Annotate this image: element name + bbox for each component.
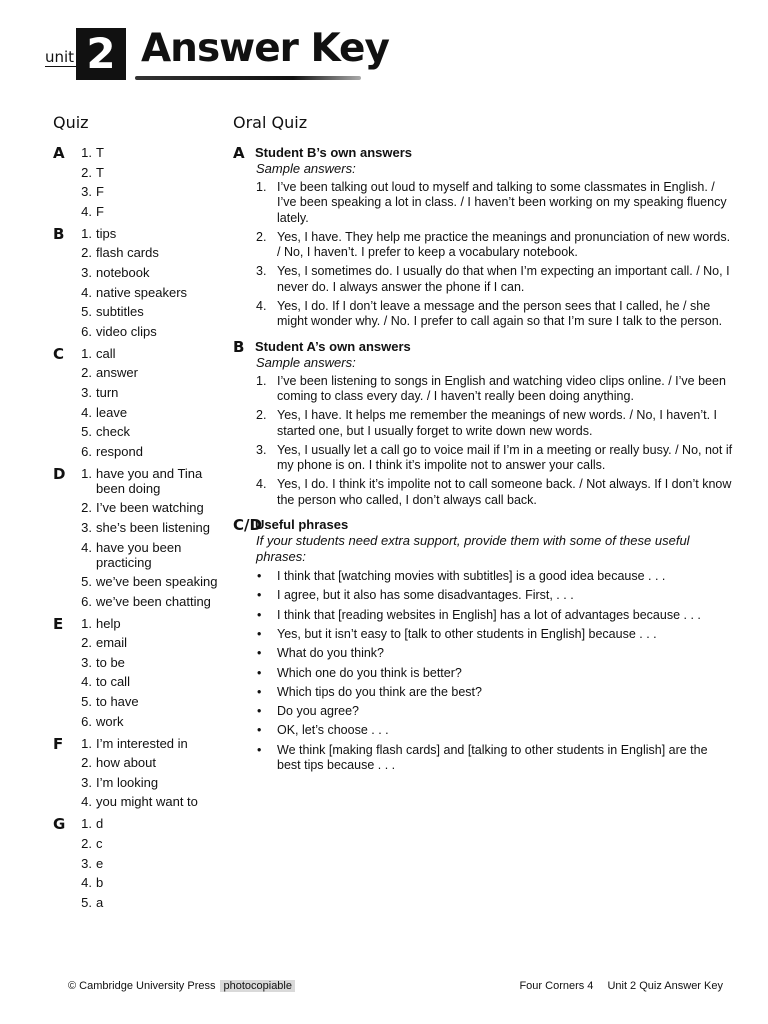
item-number: 5. bbox=[81, 694, 92, 710]
answer-item bbox=[73, 574, 223, 589]
answer-list bbox=[53, 466, 223, 609]
phrase-text: I think that [watching movies with subtitles] is a good idea because . . . bbox=[277, 569, 666, 584]
answer-list bbox=[53, 226, 223, 339]
footer-right bbox=[519, 980, 723, 992]
answer-item bbox=[73, 594, 223, 609]
answer-item bbox=[73, 655, 223, 670]
item-number: 1. bbox=[81, 735, 92, 751]
answer-item bbox=[73, 444, 223, 459]
answer-item bbox=[73, 324, 223, 339]
answer-item bbox=[73, 265, 223, 280]
quiz-section bbox=[53, 616, 223, 729]
section-subheading: Sample answers: bbox=[256, 354, 356, 370]
answer-text: to call bbox=[96, 674, 130, 690]
phrase-text: Yes, but it isn’t easy to [talk to other students in English] because . . . bbox=[277, 626, 657, 641]
section-letter: G bbox=[53, 815, 66, 834]
item-number: 3. bbox=[256, 442, 267, 457]
oral-quiz-sections bbox=[233, 145, 733, 773]
sample-answer bbox=[256, 477, 733, 508]
answer-list bbox=[53, 145, 223, 219]
quiz-column bbox=[53, 113, 223, 917]
section-letter: F bbox=[53, 734, 64, 753]
answer-item bbox=[73, 405, 223, 420]
answer-text: work bbox=[96, 713, 124, 729]
phrase-item bbox=[256, 685, 733, 700]
answer-text: c bbox=[96, 836, 103, 852]
answer-text: Yes, I sometimes do. I usually do that when I’m expecting an important call. / No, I never do. I always answer the phone if I can. bbox=[277, 264, 730, 294]
item-number: 1. bbox=[256, 373, 267, 388]
phrase-text: Which tips do you think are the best? bbox=[277, 684, 482, 699]
item-number: 3. bbox=[81, 855, 92, 871]
answer-item bbox=[73, 500, 223, 515]
answer-item bbox=[73, 694, 223, 709]
answer-text: check bbox=[96, 424, 130, 440]
answer-list bbox=[53, 616, 223, 729]
answer-text: I’m interested in bbox=[96, 735, 188, 751]
section-letter: B bbox=[233, 337, 245, 356]
answer-item bbox=[73, 635, 223, 650]
answer-text: email bbox=[96, 635, 128, 651]
section-heading: Student A’s own answers bbox=[255, 338, 411, 354]
item-number: 2. bbox=[81, 836, 92, 852]
answer-text: leave bbox=[96, 404, 128, 420]
answer-text: answer bbox=[96, 365, 138, 381]
item-number: 2. bbox=[81, 635, 92, 651]
item-number: 6. bbox=[81, 593, 92, 609]
phrase-text: OK, let’s choose . . . bbox=[277, 723, 389, 738]
item-number: 4. bbox=[81, 539, 92, 555]
answer-list bbox=[53, 346, 223, 459]
section-letter: A bbox=[53, 144, 65, 162]
bullet-icon: • bbox=[257, 626, 262, 641]
section-letter: C bbox=[53, 344, 65, 363]
item-number: 1. bbox=[81, 465, 92, 481]
answer-text: Yes, I have. They help me practice the meanings and pronunciation of new words. / No, I haven’t. I prefer to keep a vocabulary notebook. bbox=[277, 229, 731, 260]
answer-item bbox=[73, 674, 223, 689]
item-number: 5. bbox=[81, 894, 92, 910]
answer-item bbox=[73, 424, 223, 439]
section-subheading: If your students need extra support, provide them with some of these useful phrases: bbox=[256, 533, 690, 565]
section-letter: E bbox=[53, 614, 64, 633]
sample-answer bbox=[256, 180, 733, 226]
oral-section bbox=[233, 145, 733, 330]
answer-item bbox=[73, 346, 223, 361]
item-number: 6. bbox=[81, 323, 92, 339]
item-number: 3. bbox=[81, 774, 92, 790]
phrase-item bbox=[256, 723, 733, 738]
item-number: 3. bbox=[81, 184, 92, 200]
answer-text: have you and Tina been doing bbox=[96, 465, 203, 496]
answer-text: F bbox=[96, 203, 104, 219]
answer-text: flash cards bbox=[96, 245, 159, 261]
sample-answer bbox=[256, 408, 733, 439]
phrase-list bbox=[233, 569, 733, 773]
answer-item bbox=[73, 520, 223, 535]
bullet-icon: • bbox=[257, 723, 262, 738]
answer-list bbox=[53, 816, 223, 909]
answer-text: a bbox=[96, 894, 104, 910]
bullet-icon: • bbox=[257, 646, 262, 661]
answer-text: tips bbox=[96, 225, 117, 241]
phrase-item bbox=[256, 627, 733, 642]
answer-item bbox=[73, 895, 223, 910]
quiz-section bbox=[53, 736, 223, 810]
phrase-text: Which one do you think is better? bbox=[277, 665, 462, 680]
item-number: 2. bbox=[256, 408, 267, 423]
answer-text: Yes, I usually let a call go to voice mail if I’m in a meeting or really busy. / No, not if my phone is on. I think it’s impolite not to answer your calls. bbox=[277, 442, 733, 473]
answer-text: help bbox=[96, 615, 121, 631]
phrase-text: What do you think? bbox=[277, 646, 385, 661]
answer-text: Yes, I have. It helps me remember the meanings of new words. / No, I haven’t. I started one, but I usually forget to write down new words. bbox=[277, 408, 718, 438]
quiz-section bbox=[53, 466, 223, 609]
answer-item bbox=[73, 184, 223, 199]
oral-section bbox=[233, 517, 733, 773]
item-number: 4. bbox=[256, 299, 267, 314]
item-number: 1. bbox=[256, 180, 267, 194]
item-number: 4. bbox=[81, 674, 92, 690]
unit-number: 2 bbox=[76, 28, 126, 80]
item-number: 2. bbox=[81, 164, 92, 180]
answer-text: Yes, I do. If I don’t leave a message and the person sees that I called, he / she might wonder why. / No. I prefer to call again so that I’m sure I talk to the person. bbox=[277, 299, 723, 329]
answer-text: d bbox=[96, 816, 104, 832]
item-number: 2. bbox=[256, 229, 267, 244]
answer-text: I’ve been talking out loud to myself and talking to some classmates in English. / I’ve been speaking a lot in class. / I haven’t been working on my speaking fluency lately. bbox=[277, 180, 727, 225]
quiz-section bbox=[53, 226, 223, 339]
answer-text: turn bbox=[96, 384, 119, 400]
answer-list bbox=[53, 736, 223, 810]
answer-item bbox=[73, 540, 223, 570]
answer-text: she’s been listening bbox=[96, 519, 210, 535]
answer-item bbox=[73, 616, 223, 631]
oral-quiz-column bbox=[233, 113, 733, 782]
phrase-text: We think [making flash cards] and [talking to other students in English] are the best tips because . . . bbox=[277, 742, 708, 773]
footer-copyright-block bbox=[68, 980, 295, 992]
item-number: 5. bbox=[81, 424, 92, 440]
item-number: 1. bbox=[81, 145, 92, 160]
section-letter: C/D bbox=[233, 516, 262, 535]
item-number: 2. bbox=[81, 245, 92, 261]
answer-text: F bbox=[96, 184, 104, 200]
answer-item bbox=[73, 245, 223, 260]
footer-copyright: © Cambridge University Press bbox=[68, 980, 216, 992]
answer-text: Yes, I do. I think it’s impolite not to call someone back. / Not always. If I don’t know the person who called, I don’t always call back. bbox=[277, 477, 732, 507]
answer-text: e bbox=[96, 855, 104, 871]
item-number: 3. bbox=[81, 519, 92, 535]
sample-answer-list bbox=[233, 180, 733, 330]
answer-text: I’ve been watching bbox=[96, 500, 204, 516]
answer-text: how about bbox=[96, 755, 156, 771]
answer-item bbox=[73, 285, 223, 300]
answer-item bbox=[73, 875, 223, 890]
answer-item bbox=[73, 794, 223, 809]
section-subheading: Sample answers: bbox=[256, 161, 356, 176]
quiz-title: Quiz bbox=[53, 113, 89, 132]
answer-item bbox=[73, 365, 223, 380]
answer-text: notebook bbox=[96, 264, 150, 280]
item-number: 2. bbox=[81, 755, 92, 771]
section-letter: A bbox=[233, 144, 245, 162]
section-letter: B bbox=[53, 224, 65, 243]
answer-item bbox=[73, 736, 223, 751]
photocopiable-badge: photocopiable bbox=[220, 980, 295, 992]
bullet-icon: • bbox=[257, 569, 262, 584]
item-number: 4. bbox=[81, 203, 92, 219]
answer-text: we’ve been speaking bbox=[96, 574, 218, 590]
item-number: 6. bbox=[81, 443, 92, 459]
sample-answer bbox=[256, 264, 733, 295]
answer-text: we’ve been chatting bbox=[96, 593, 211, 609]
phrase-item bbox=[256, 608, 733, 623]
phrase-text: Do you agree? bbox=[277, 704, 360, 719]
item-number: 2. bbox=[81, 365, 92, 381]
item-number: 2. bbox=[81, 500, 92, 516]
item-number: 4. bbox=[81, 284, 92, 300]
answer-text: video clips bbox=[96, 323, 157, 339]
phrase-text: I agree, but it also has some disadvantages. First, . . . bbox=[277, 588, 574, 603]
section-heading: Student B’s own answers bbox=[255, 145, 412, 160]
quiz-section bbox=[53, 346, 223, 459]
item-number: 1. bbox=[81, 615, 92, 631]
answer-item bbox=[73, 755, 223, 770]
section-heading: Useful phrases bbox=[255, 517, 349, 533]
bullet-icon: • bbox=[257, 742, 262, 757]
answer-text: respond bbox=[96, 443, 143, 459]
footer-doc-title: Unit 2 Quiz Answer Key bbox=[607, 980, 723, 992]
footer-series: Four Corners 4 bbox=[519, 980, 594, 992]
section-letter: D bbox=[53, 464, 66, 483]
unit-underline bbox=[45, 66, 79, 67]
phrase-item bbox=[256, 569, 733, 584]
answer-text: T bbox=[96, 164, 104, 180]
answer-item bbox=[73, 385, 223, 400]
answer-item bbox=[73, 145, 223, 160]
item-number: 4. bbox=[81, 404, 92, 420]
page-footer bbox=[68, 980, 723, 994]
item-number: 3. bbox=[81, 384, 92, 400]
quiz-sections bbox=[53, 145, 223, 910]
title-underline bbox=[135, 76, 361, 80]
phrase-item bbox=[256, 588, 733, 603]
answer-item bbox=[73, 204, 223, 219]
phrase-item bbox=[256, 646, 733, 661]
quiz-section bbox=[53, 816, 223, 909]
item-number: 4. bbox=[81, 875, 92, 891]
item-number: 1. bbox=[81, 816, 92, 832]
sample-answer bbox=[256, 374, 733, 405]
answer-item bbox=[73, 165, 223, 180]
bullet-icon: • bbox=[257, 607, 262, 622]
answer-text: have you been practicing bbox=[96, 539, 182, 570]
answer-item bbox=[73, 836, 223, 851]
item-number: 1. bbox=[81, 345, 92, 361]
item-number: 5. bbox=[81, 304, 92, 320]
answer-item bbox=[73, 775, 223, 790]
phrase-text: I think that [reading websites in English] has a lot of advantages because . . . bbox=[277, 607, 701, 622]
sample-answer-list bbox=[233, 374, 733, 508]
oral-quiz-title: Oral Quiz bbox=[233, 113, 308, 132]
bullet-icon: • bbox=[257, 588, 262, 603]
answer-item bbox=[73, 226, 223, 241]
answer-text: I’ve been listening to songs in English and watching video clips online. / I’ve been coming to class every day. / I haven’t really been doing anything. bbox=[277, 373, 726, 403]
item-number: 3. bbox=[81, 264, 92, 280]
sample-answer bbox=[256, 443, 733, 474]
item-number: 1. bbox=[81, 225, 92, 241]
answer-item bbox=[73, 856, 223, 871]
page-header bbox=[45, 26, 389, 84]
item-number: 5. bbox=[81, 574, 92, 590]
phrase-item bbox=[256, 666, 733, 681]
answer-item bbox=[73, 714, 223, 729]
page-title: Answer Key bbox=[141, 26, 389, 71]
bullet-icon: • bbox=[257, 704, 262, 719]
answer-item bbox=[73, 304, 223, 319]
answer-text: native speakers bbox=[96, 284, 188, 300]
quiz-section bbox=[53, 145, 223, 219]
item-number: 4. bbox=[256, 477, 267, 492]
item-number: 3. bbox=[81, 654, 92, 670]
item-number: 4. bbox=[81, 794, 92, 810]
answer-text: subtitles bbox=[96, 304, 144, 320]
answer-item bbox=[73, 466, 223, 496]
bullet-icon: • bbox=[257, 684, 262, 699]
answer-text: call bbox=[96, 345, 116, 361]
answer-text: b bbox=[96, 875, 104, 891]
sample-answer bbox=[256, 230, 733, 261]
unit-label: unit bbox=[45, 48, 75, 66]
answer-text: I’m looking bbox=[96, 774, 159, 790]
answer-text: to have bbox=[96, 694, 139, 710]
oral-section bbox=[233, 339, 733, 508]
phrase-item bbox=[256, 704, 733, 719]
answer-text: to be bbox=[96, 654, 125, 670]
phrase-item bbox=[256, 743, 733, 774]
sample-answer bbox=[256, 299, 733, 330]
answer-item bbox=[73, 816, 223, 831]
answer-text: T bbox=[96, 145, 104, 160]
bullet-icon: • bbox=[257, 665, 262, 680]
answer-text: you might want to bbox=[96, 794, 198, 810]
item-number: 6. bbox=[81, 713, 92, 729]
item-number: 3. bbox=[256, 264, 267, 279]
